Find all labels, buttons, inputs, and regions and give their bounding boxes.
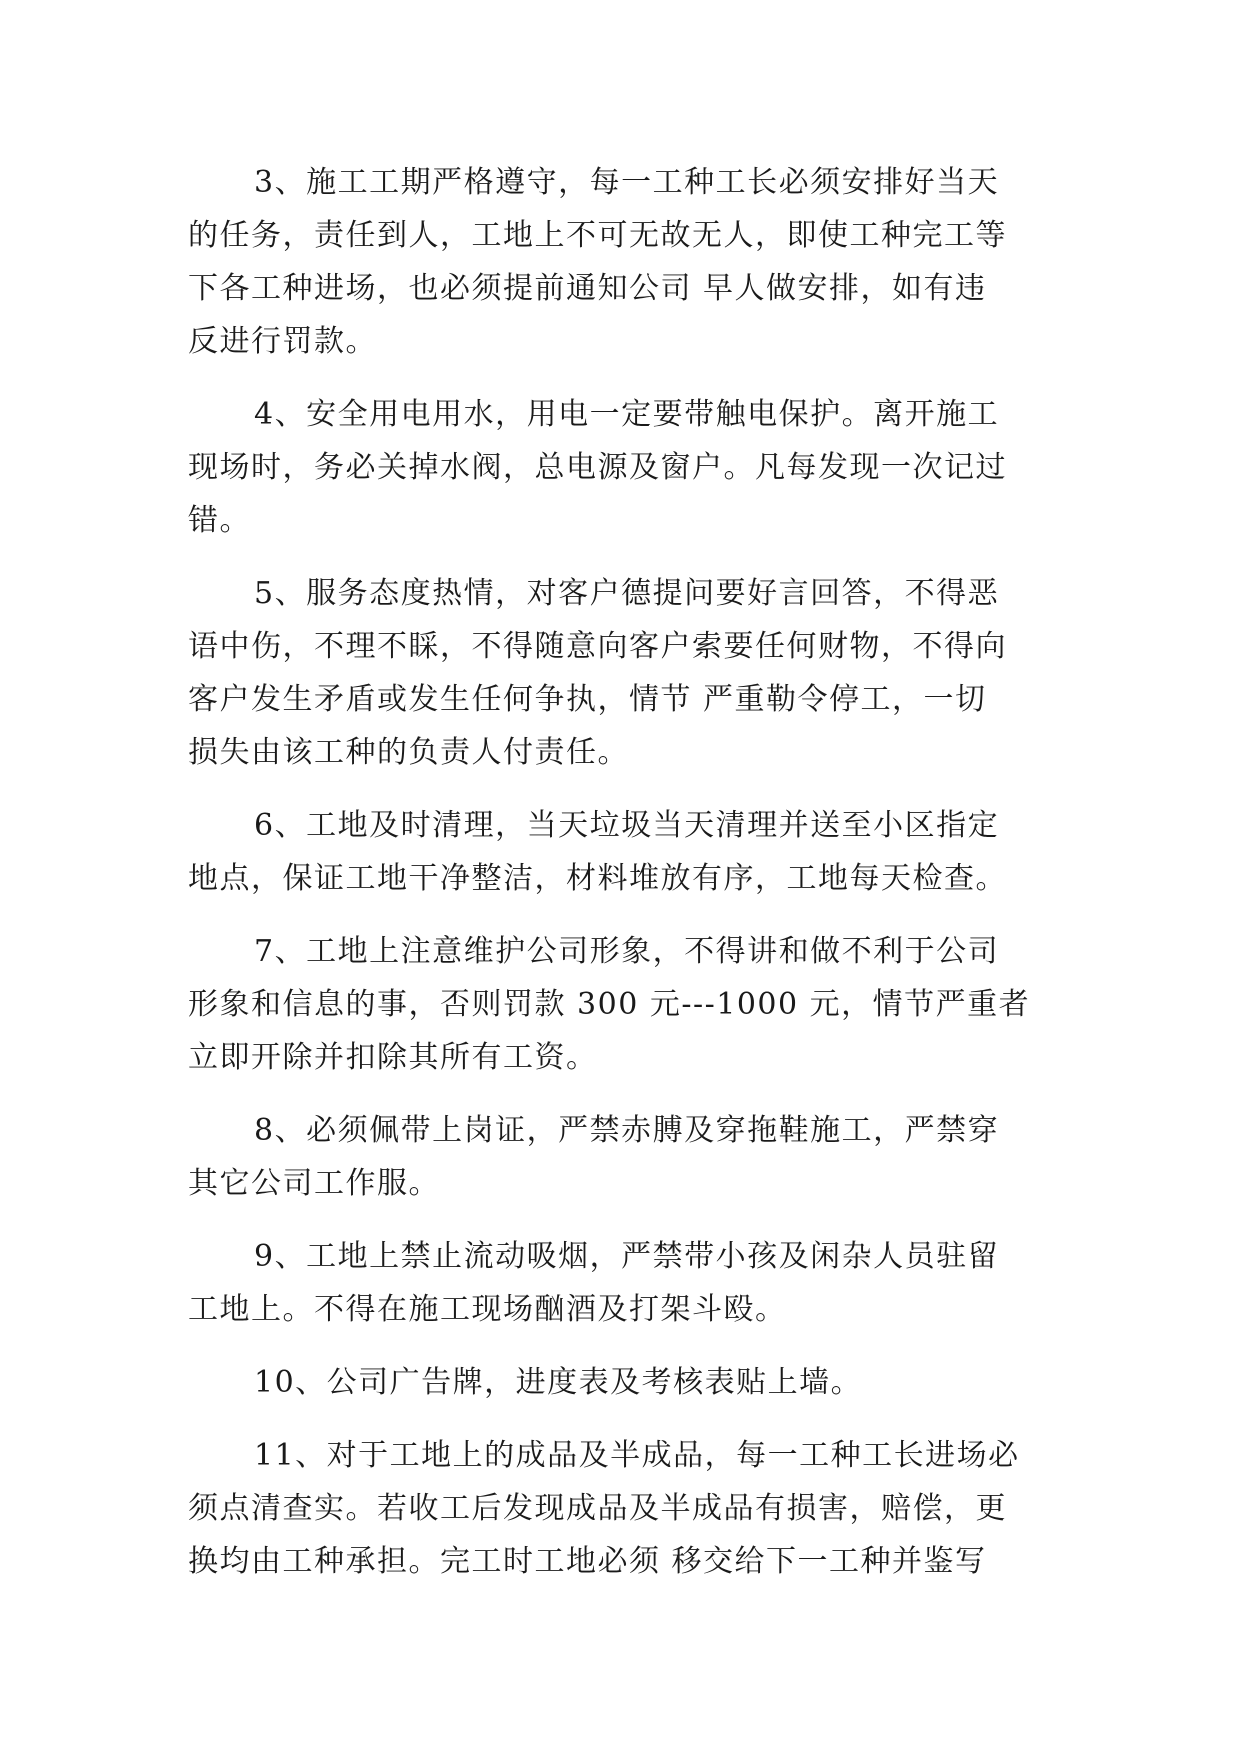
paragraph-line: 10、公司广告牌，进度表及考核表贴上墙。 [254, 1365, 863, 1400]
rule-paragraph-10 [188, 1356, 1068, 1409]
rule-paragraph-4 [188, 388, 1068, 547]
rule-paragraph-3 [188, 156, 1068, 368]
paragraph-line: 立即开除并扣除其所有工资。 [188, 1040, 598, 1075]
paragraph-line: 5、服务态度热情，对客户德提问要好言回答，不得恶 [254, 576, 1000, 611]
paragraph-line: 错。 [188, 503, 251, 538]
rule-paragraph-5 [188, 567, 1068, 779]
rule-paragraph-7 [188, 925, 1068, 1084]
rule-paragraph-9 [188, 1230, 1068, 1336]
paragraph-line: 损失由该工种的负责人付责任。 [188, 735, 629, 770]
paragraph-line: 客户发生矛盾或发生任何争执，情节 严重勒令停工，一切 [188, 682, 987, 717]
paragraph-line: 地点，保证工地干净整洁，材料堆放有序，工地每天检查。 [188, 861, 1007, 896]
paragraph-line: 7、工地上注意维护公司形象，不得讲和做不利于公司 [254, 934, 1000, 969]
paragraph-line: 9、工地上禁止流动吸烟，严禁带小孩及闲杂人员驻留 [254, 1239, 1000, 1274]
paragraph-line: 3、施工工期严格遵守，每一工种工长必须安排好当天 [254, 165, 1000, 200]
paragraph-line: 语中伤，不理不睬，不得随意向客户索要任何财物，不得向 [188, 629, 1007, 664]
paragraph-line: 4、安全用电用水，用电一定要带触电保护。离开施工 [254, 397, 1000, 432]
paragraph-line: 8、必须佩带上岗证，严禁赤膊及穿拖鞋施工，严禁穿 [254, 1113, 1000, 1148]
rule-paragraph-6 [188, 799, 1068, 905]
rule-paragraph-8 [188, 1104, 1068, 1210]
paragraph-line: 反进行罚款。 [188, 324, 377, 359]
paragraph-line: 6、工地及时清理，当天垃圾当天清理并送至小区指定 [254, 808, 1000, 843]
paragraph-line: 现场时，务必关掉水阀，总电源及窗户。凡每发现一次记过 [188, 450, 1007, 485]
paragraph-line: 须点清查实。若收工后发现成品及半成品有损害，赔偿，更 [188, 1491, 1007, 1526]
document-body [188, 156, 1068, 1608]
paragraph-line: 工地上。不得在施工现场酗酒及打架斗殴。 [188, 1292, 787, 1327]
paragraph-line: 的任务，责任到人，工地上不可无故无人，即使工种完工等 [188, 218, 1007, 253]
paragraph-line: 形象和信息的事，否则罚款 300 元---1000 元，情节严重者 [188, 987, 1031, 1022]
paragraph-line: 11、对于工地上的成品及半成品，每一工种工长进场必 [254, 1438, 1020, 1473]
paragraph-line: 下各工种进场，也必须提前通知公司 早人做安排，如有违 [188, 271, 987, 306]
paragraph-line: 其它公司工作服。 [188, 1166, 440, 1201]
rule-paragraph-11 [188, 1429, 1068, 1588]
paragraph-line: 换均由工种承担。完工时工地必须 移交给下一工种并鉴写 [188, 1544, 987, 1579]
